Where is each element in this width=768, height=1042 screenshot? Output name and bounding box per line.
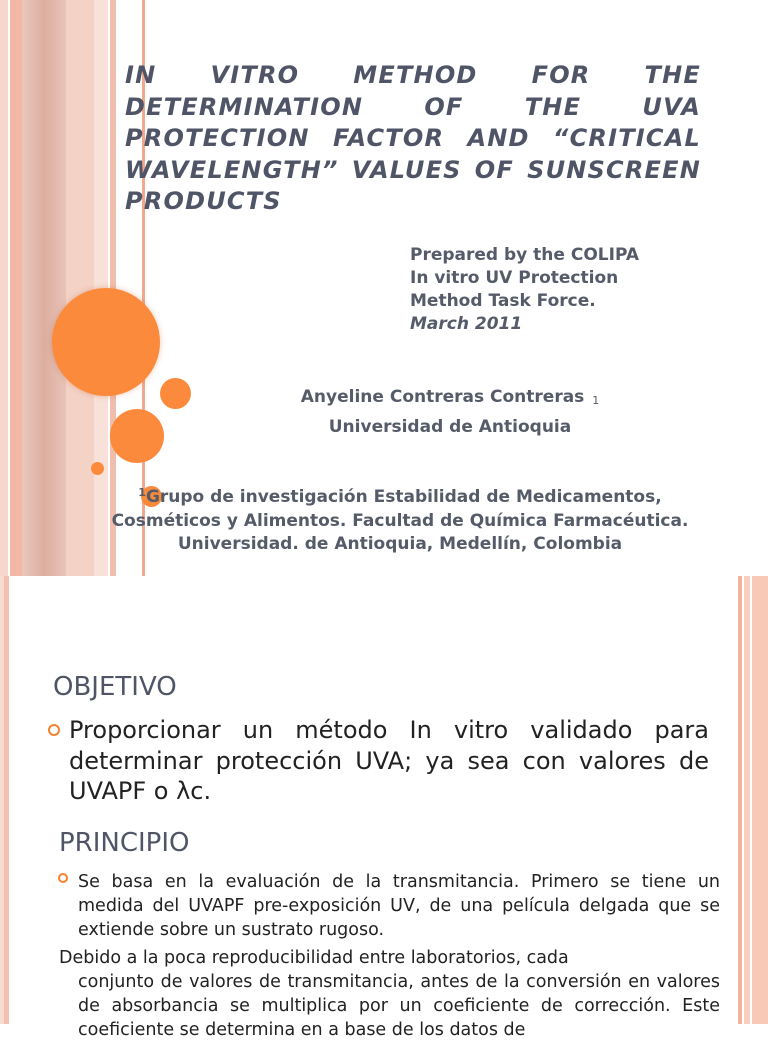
decorative-circle-small — [160, 378, 191, 409]
decorative-circle-medium — [110, 409, 164, 463]
slide-title: IN VITRO METHOD FOR THE DETERMINATION OF THE UVA PROTECTION FACTOR AND “CRITICAL WAVELENGTH” VALUES OF SUNSCREEN PRODUCTS — [125, 61, 701, 215]
author-block — [200, 383, 700, 442]
content-slide — [0, 576, 768, 1040]
principio-paragraph-first: Debido a la poca reproducibilidad entre laboratorios, cada — [59, 948, 569, 968]
principio-heading: PRINCIPIO — [59, 828, 190, 858]
principio-bullet-text: Se basa en la evaluación de la transmitancia. Primero se tiene un medida del UVAPF pre-exposición UV, de una película delgada que se extiende sobre un sustrato rugoso. — [78, 872, 720, 940]
objetivo-heading: OBJETIVO — [53, 672, 177, 702]
prepared-line: In vitro UV Protection — [410, 268, 619, 288]
affiliation-block — [50, 486, 750, 556]
objetivo-text: Proporcionar un método In vitro validado para determinar protección UVA; ya sea con valores de UVAPF o λc. — [69, 716, 709, 805]
university-name: Universidad de Antioquia — [328, 417, 572, 437]
author-name: Anyeline Contreras Contreras — [300, 387, 585, 407]
prepared-line: Method Task Force. — [410, 291, 596, 311]
principio-paragraph-rest: conjunto de valores de transmitancia, antes de la conversión en valores de absorbancia se multiplica por un coeficiente de corrección. Este coeficiente se determina en a base de los datos de — [78, 972, 720, 1040]
author-footnote-mark: 1 — [592, 394, 600, 407]
affiliation-line: Universidad. de Antioquia, Medellín, Colombia — [177, 534, 623, 554]
prepared-date: March 2011 — [410, 314, 523, 334]
principio-paragraph — [59, 946, 720, 1042]
affiliation-footnote-mark: 1 — [138, 486, 146, 499]
author-name-line — [200, 383, 700, 413]
decorative-circle-tiny — [91, 462, 104, 475]
affiliation-line — [50, 486, 750, 510]
bullet-circle-icon — [48, 724, 60, 736]
bullet-circle-icon — [58, 873, 68, 883]
prepared-by-block — [410, 244, 750, 336]
affiliation-text: Grupo de investigación Estabilidad de Medicamentos, — [145, 487, 662, 507]
decorative-circle-large — [52, 288, 160, 396]
decorative-stripe — [4, 576, 9, 1024]
affiliation-line: Cosméticos y Alimentos. Facultad de Química Farmacéutica. — [111, 511, 689, 531]
prepared-line: Prepared by the COLIPA — [410, 245, 640, 265]
